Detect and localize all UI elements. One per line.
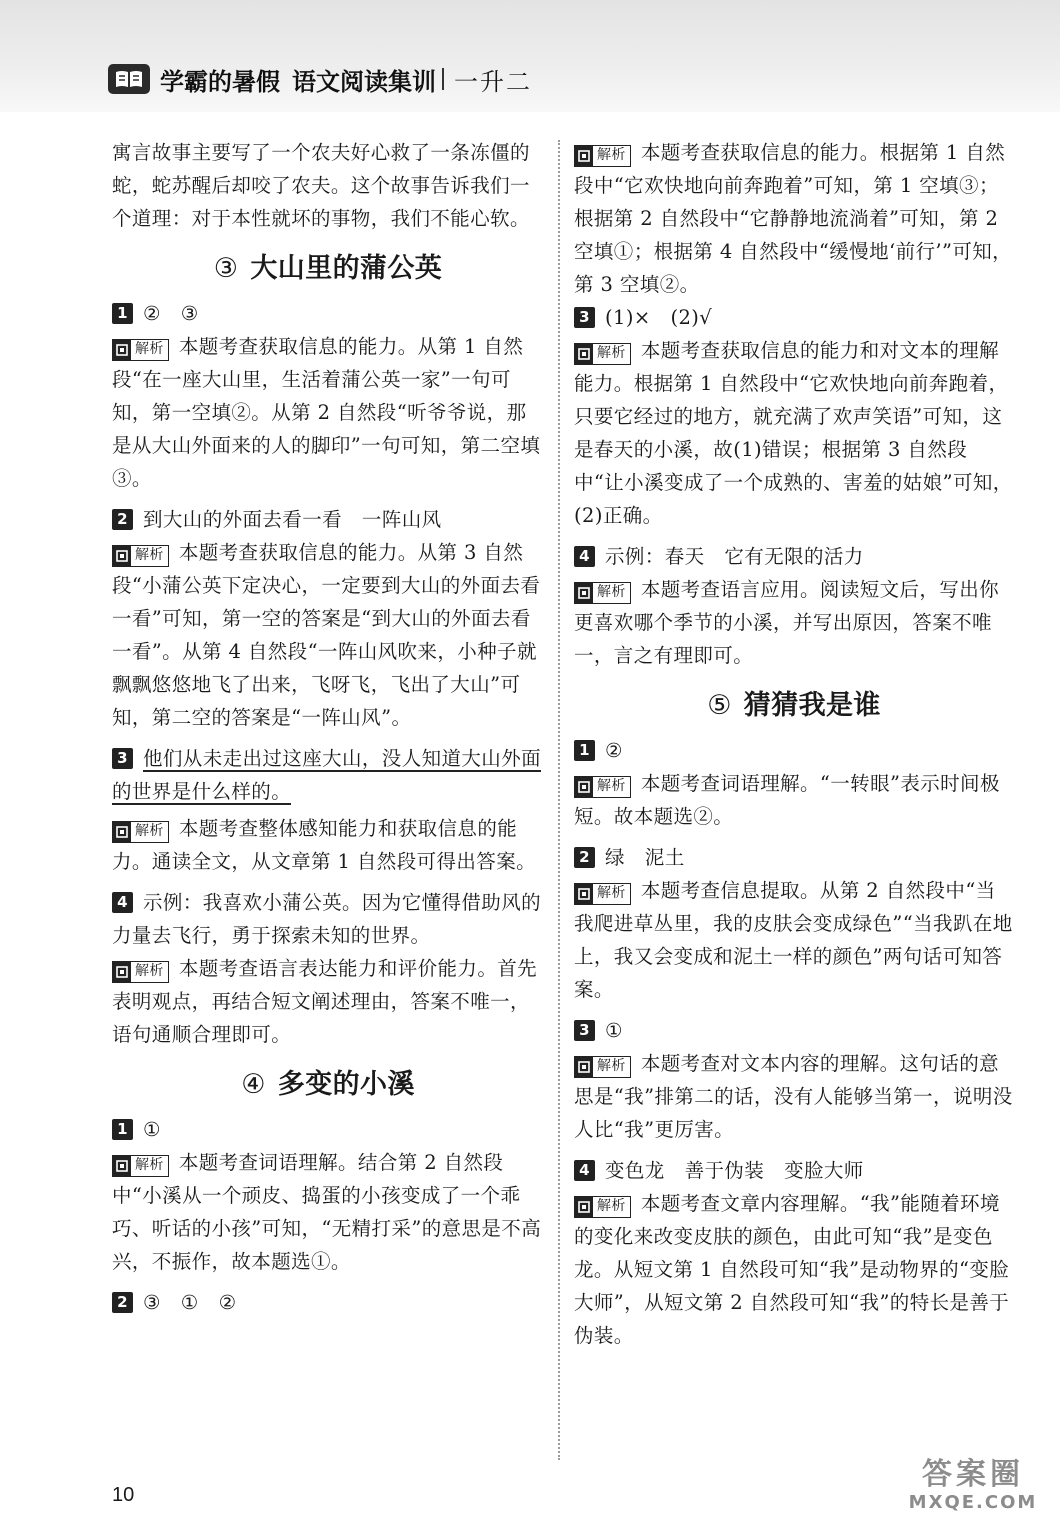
analysis-badge: 解析 xyxy=(574,145,631,167)
question-number: 2 xyxy=(112,1292,133,1313)
analysis-badge: 解析 xyxy=(574,343,631,365)
analysis-badge: 解析 xyxy=(574,1056,631,1078)
answer-row: 1 ② xyxy=(574,734,1014,767)
analysis-icon xyxy=(575,583,593,603)
analysis-icon xyxy=(575,344,593,364)
analysis-icon xyxy=(575,1197,593,1217)
analysis-icon xyxy=(113,546,131,566)
watermark xyxy=(898,1458,1048,1514)
page-header xyxy=(108,62,532,96)
analysis-block: 解析 本题考查获取信息的能力。根据第 1 自然段中“它欢快地向前奔跑着”可知，第 1 空填③；根据第 2 自然段中“它静静地流淌着”可知，第 2 空填①；根据第 4 自然段中“缓慢地‘前行’”可知，第 3 空填②。 xyxy=(574,141,1013,296)
analysis-badge: 解析 xyxy=(574,883,631,905)
analysis-icon xyxy=(575,884,593,904)
column-divider xyxy=(558,140,560,1460)
question-number: 4 xyxy=(574,546,595,567)
header-series: 学霸的暑假 xyxy=(160,67,280,96)
page-number: 10 xyxy=(112,1484,135,1506)
header-subject: 语文阅读集训 xyxy=(292,67,436,96)
answer-row: 3 (1)× (2)√ xyxy=(574,301,1014,334)
question-number: 3 xyxy=(574,1020,595,1041)
answer-row: 4 示例：春天 它有无限的活力 xyxy=(574,540,1014,573)
book-icon xyxy=(108,64,150,94)
answer-row: 3 ① xyxy=(574,1014,1014,1047)
intro-paragraph: 寓言故事主要写了一个农夫好心救了一条冻僵的蛇，蛇苏醒后却咬了农夫。这个故事告诉我们一个道理：对于本性就坏的事物，我们不能心软。 xyxy=(112,141,530,230)
answer-row: 1 ① xyxy=(112,1113,544,1146)
question-number: 1 xyxy=(112,1119,133,1140)
left-column xyxy=(112,136,544,1319)
header-grade: 一升二 xyxy=(454,67,532,96)
underlined-answer: 他们从未走出过这座大山，没人知道大山外面的世界是什么样的。 xyxy=(112,747,542,803)
analysis-icon xyxy=(113,1156,131,1176)
question-number: 3 xyxy=(112,748,133,769)
answer-row: 1 ② ③ xyxy=(112,297,544,330)
analysis-badge: 解析 xyxy=(112,339,169,361)
section-title-5: ⑤ 猜猜我是谁 xyxy=(707,690,881,721)
analysis-icon xyxy=(575,1057,593,1077)
question-number: 2 xyxy=(112,509,133,530)
watermark-logo-text: 答案圈 xyxy=(922,1457,1024,1492)
question-number: 2 xyxy=(574,847,595,868)
analysis-block: 解析 本题考查整体感知能力和获取信息的能力。通读全文，从文章第 1 自然段可得出答案。 xyxy=(112,817,537,873)
question-number: 3 xyxy=(574,307,595,328)
question-number: 1 xyxy=(112,303,133,324)
question-number: 4 xyxy=(574,1160,595,1181)
analysis-badge: 解析 xyxy=(574,1196,631,1218)
analysis-icon xyxy=(575,777,593,797)
answer-row: 2 ③ ① ② xyxy=(112,1286,544,1319)
section-title-3: ③ 大山里的蒲公英 xyxy=(213,253,443,284)
analysis-block: 解析 本题考查获取信息的能力和对文本的理解能力。根据第 1 自然段中“它欢快地向前奔跑着，只要它经过的地方，就充满了欢声笑语”可知，这是春天的小溪，故(1)错误；根据第 3 自然段中“让小溪变成了一个成熟的、害羞的姑娘”可知，(2)正确。 xyxy=(574,339,1013,527)
answer-row: 2 到大山的外面去看一看 一阵山风 xyxy=(112,503,544,536)
analysis-block: 解析 本题考查信息提取。从第 2 自然段中“当我爬进草丛里，我的皮肤会变成绿色”“当我趴在地上，我又会变成和泥土一样的颜色”两句话可知答案。 xyxy=(574,879,1013,1001)
analysis-block: 解析 本题考查语言表达能力和评价能力。首先表明观点，再结合短文阐述理由，答案不唯一，语句通顺合理即可。 xyxy=(112,957,538,1046)
analysis-badge: 解析 xyxy=(112,545,169,567)
analysis-block: 解析 本题考查文章内容理解。“我”能随着环境的变化来改变皮肤的颜色，由此可知“我”是变色龙。从短文第 1 自然段可知“我”是动物界的“变脸大师”，从短文第 2 自然段可知“我”的特长是善于伪装。 xyxy=(574,1192,1010,1347)
analysis-icon xyxy=(575,146,593,166)
analysis-badge: 解析 xyxy=(574,582,631,604)
analysis-badge: 解析 xyxy=(112,821,169,843)
answer-row xyxy=(112,742,544,808)
analysis-block: 解析 本题考查获取信息的能力。从第 1 自然段“在一座大山里，生活着蒲公英一家”一句可知，第一空填②。从第 2 自然段“听爷爷说，那是从大山外面来的人的脚印”一句可知，第二空填③。 xyxy=(112,335,541,490)
answer-row: 4 变色龙 善于伪装 变脸大师 xyxy=(574,1154,1014,1187)
right-column xyxy=(574,136,1014,1352)
analysis-block: 解析 本题考查对文本内容的理解。这句话的意思是“我”排第二的话，没有人能够当第一，说明没人比“我”更厉害。 xyxy=(574,1052,1013,1141)
answer-row: 2 绿 泥土 xyxy=(574,841,1014,874)
analysis-block: 解析 本题考查词语理解。“一转眼”表示时间极短。故本题选②。 xyxy=(574,772,1000,828)
analysis-icon xyxy=(113,340,131,360)
analysis-badge: 解析 xyxy=(112,961,169,983)
analysis-icon xyxy=(113,822,131,842)
analysis-icon xyxy=(113,962,131,982)
analysis-block: 解析 本题考查获取信息的能力。从第 3 自然段“小蒲公英下定决心，一定要到大山的外面去看一看”可知，第一空的答案是“到大山的外面去看一看”。从第 4 自然段“一阵山风吹来，小种子就飘飘悠悠地飞了出来，飞呀飞，飞出了大山”可知，第二空的答案是“一阵山风”。 xyxy=(112,541,541,729)
analysis-block: 解析 本题考查语言应用。阅读短文后，写出你更喜欢哪个季节的小溪，并写出原因，答案不唯一，言之有理即可。 xyxy=(574,578,1000,667)
analysis-badge: 解析 xyxy=(574,776,631,798)
analysis-badge: 解析 xyxy=(112,1155,169,1177)
question-number: 1 xyxy=(574,740,595,761)
analysis-block: 解析 本题考查词语理解。结合第 2 自然段中“小溪从一个顽皮、捣蛋的小孩变成了一个乖巧、听话的小孩”可知，“无精打采”的意思是不高兴，不振作，故本题选①。 xyxy=(112,1151,542,1273)
section-title-4: ④ 多变的小溪 xyxy=(241,1069,415,1100)
watermark-url: MXQE.COM xyxy=(908,1492,1038,1513)
header-separator xyxy=(442,68,444,90)
answer-row: 4 示例：我喜欢小蒲公英。因为它懂得借助风的力量去飞行，勇于探索未知的世界。 xyxy=(112,891,542,947)
question-number: 4 xyxy=(112,892,133,913)
